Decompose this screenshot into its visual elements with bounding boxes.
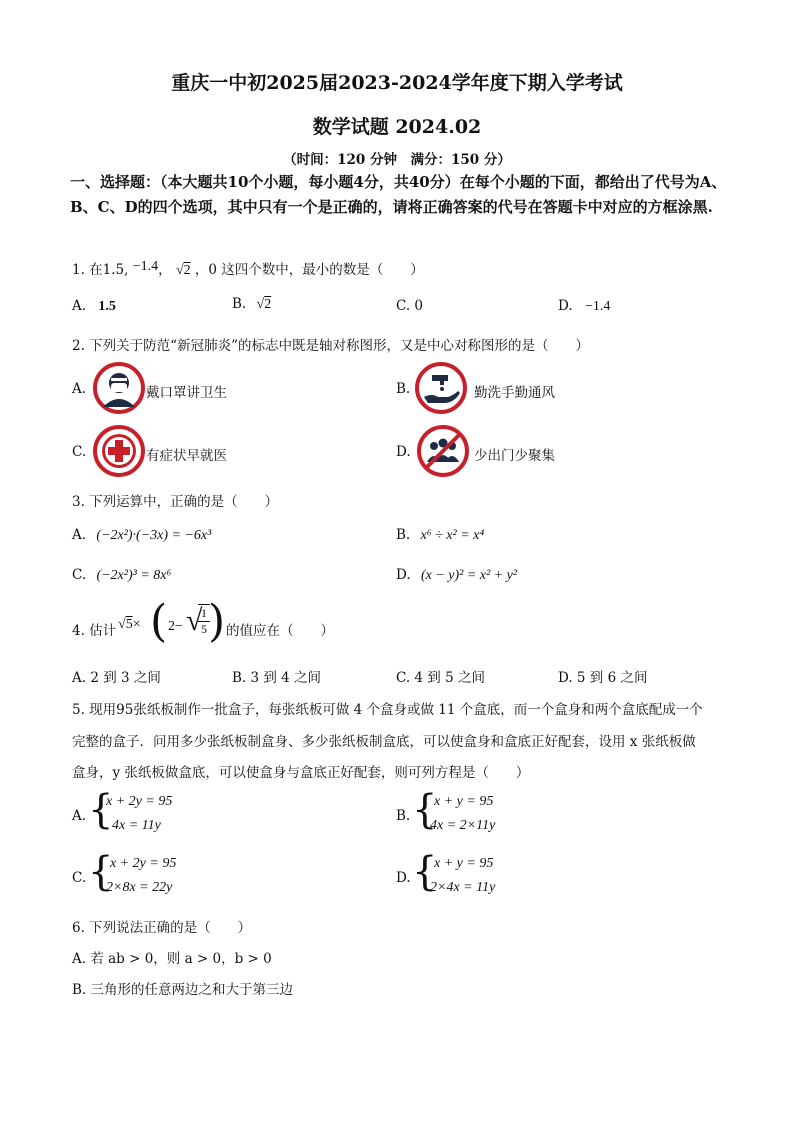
q1-v1: −1.4 xyxy=(132,259,159,274)
q3-a-label: A. xyxy=(72,527,87,543)
exam-title: 重庆一中初2025届2023-2024学年度下期入学考试 xyxy=(171,72,623,94)
q5-a-eq2: 4x = 11y xyxy=(112,818,161,833)
q5-c-eq2: 2×8x = 22y xyxy=(106,880,173,895)
q3-a-expr: (−2x²)·(−3x) = −6x³ xyxy=(96,528,212,543)
q5-line-2: 完整的盒子．问用多少张纸板制盒身、多少张纸板制盒底，可以使盒身和盒底正好配套，设用 x 张纸板做 xyxy=(72,734,696,750)
q3-option-b xyxy=(396,527,484,544)
q4-option-b: B. 3 到 4 之间 xyxy=(232,670,322,686)
q5-b-eq1: x + y = 95 xyxy=(434,794,494,809)
q4-expr-mid: 2− xyxy=(168,619,183,634)
q3-option-c xyxy=(72,567,171,584)
q2-stem: 2. 下列关于防范“新冠肺炎”的标志中既是轴对称图形，又是中心对称图形的是（ ） xyxy=(72,338,589,354)
q4-sqrt5: √5× xyxy=(118,617,141,632)
q5-line-3: 盒身，y 张纸板做盒底，可以使盒身与盒底正好配套，则可列方程是（ ） xyxy=(72,765,530,781)
q5-c-eq1: x + 2y = 95 xyxy=(110,856,177,871)
q1-b-label: B. xyxy=(232,296,247,312)
q1-option-a xyxy=(72,298,116,315)
mask-sign-icon xyxy=(92,361,146,415)
q2-option-a-label: A. xyxy=(72,381,87,397)
q1-stem-b: ，0 这四个数中，最小的数是（ ） xyxy=(194,262,424,278)
q1-b-value: 2 xyxy=(264,297,272,312)
q1-v2: 2 xyxy=(183,263,191,278)
q3-d-expr: (x − y)² = x² + y² xyxy=(420,568,518,583)
q5-d-brace: { xyxy=(412,849,438,895)
q4-option-c: C. 4 到 5 之间 xyxy=(396,670,485,686)
q3-b-expr: x⁶ ÷ x² = x⁴ xyxy=(420,528,485,543)
q3-option-d xyxy=(396,567,517,584)
q3-c-expr: (−2x²)³ = 8x⁶ xyxy=(96,568,172,583)
q3-d-label: D. xyxy=(396,567,411,583)
q5-a-eq1: x + 2y = 95 xyxy=(106,794,173,809)
q5-option-a-label: A. xyxy=(72,808,87,824)
q2-option-c-label: C. xyxy=(72,444,87,460)
q2-option-d-label: D. xyxy=(396,444,411,460)
q5-option-b-label: B. xyxy=(396,808,411,824)
q5-b-eq2: 4x = 2×11y xyxy=(430,818,496,833)
q1-stem-a: 1. 在1.5, xyxy=(72,262,129,278)
q2-option-b-label: B. xyxy=(396,381,411,397)
q1-d-label: D. xyxy=(558,298,573,314)
q1-a-label: A. xyxy=(72,298,87,314)
q1-option-d xyxy=(558,298,610,315)
q2-option-a-text: 戴口罩讲卫生 xyxy=(146,385,227,401)
q4-frac-num: 1 xyxy=(198,606,210,622)
medical-cross-sign-icon xyxy=(92,424,146,478)
q6-option-b: B. 三角形的任意两边之和大于第三边 xyxy=(72,982,294,998)
q3-option-a xyxy=(72,527,211,544)
q5-a-brace: { xyxy=(88,787,114,833)
q6-stem: 6. 下列说法正确的是（ ） xyxy=(72,920,252,936)
q5-line-1: 5. 现用95张纸板制作一批盒子，每张纸板可做 4 个盒身或做 11 个盒底，而一个盒身和两个盒底配成一个 xyxy=(72,702,703,718)
handwash-sign-icon xyxy=(414,361,468,415)
q2-option-d-text: 少出门少聚集 xyxy=(474,448,555,464)
q4-stem-a: 4. 估计 xyxy=(72,623,117,639)
q2-option-b-text: 勤洗手勤通风 xyxy=(474,385,555,401)
q3-stem: 3. 下列运算中，正确的是（ ） xyxy=(72,494,279,510)
q2-option-c-text: 有症状早就医 xyxy=(146,448,227,464)
q3-c-label: C. xyxy=(72,567,87,583)
q4-paren-close: ) xyxy=(208,596,226,647)
q4-option-a: A. 2 到 3 之间 xyxy=(72,670,161,686)
q5-option-d-label: D. xyxy=(396,870,411,886)
q5-option-c-label: C. xyxy=(72,870,87,886)
q1-sqrt: √2 xyxy=(175,263,191,278)
q4-sqrt-big: √ xyxy=(186,604,203,637)
q1-a-value: 1.5 xyxy=(98,299,116,314)
q5-b-brace: { xyxy=(412,787,438,833)
no-gathering-sign-icon xyxy=(416,424,470,478)
q5-c-brace: { xyxy=(88,849,114,895)
q4-paren-open: ( xyxy=(150,596,168,647)
q1-option-b: B. √2 xyxy=(232,296,272,312)
q1-d-value: −1.4 xyxy=(584,299,611,314)
exam-meta: （时间：120 分钟 满分：150 分） xyxy=(283,152,511,168)
q4-frac-den: 5 xyxy=(201,622,207,636)
q1-stem: 1. 在1.5, −1.4， √2 ，0 这四个数中，最小的数是（ ） xyxy=(72,259,424,278)
section-instructions: 一、选择题：（本大题共10个小题，每小题4分，共40分）在每个小题的下面，都给出了代号为A、B、C、D的四个选项，其中只有一个是正确的，请将正确答案的代号在答题卡中对应的方框涂黑. xyxy=(70,173,727,216)
exam-subtitle: 数学试题 2024.02 xyxy=(312,116,482,138)
q4-stem-b: 的值应在（ ） xyxy=(226,623,334,639)
q1-option-c: C. 0 xyxy=(396,298,424,314)
q3-b-label: B. xyxy=(396,527,411,543)
q4-option-d: D. 5 到 6 之间 xyxy=(558,670,648,686)
q5-d-eq1: x + y = 95 xyxy=(434,856,494,871)
q6-option-a: A. 若 ab > 0，则 a > 0，b > 0 xyxy=(72,951,272,967)
q5-d-eq2: 2×4x = 11y xyxy=(430,880,496,895)
